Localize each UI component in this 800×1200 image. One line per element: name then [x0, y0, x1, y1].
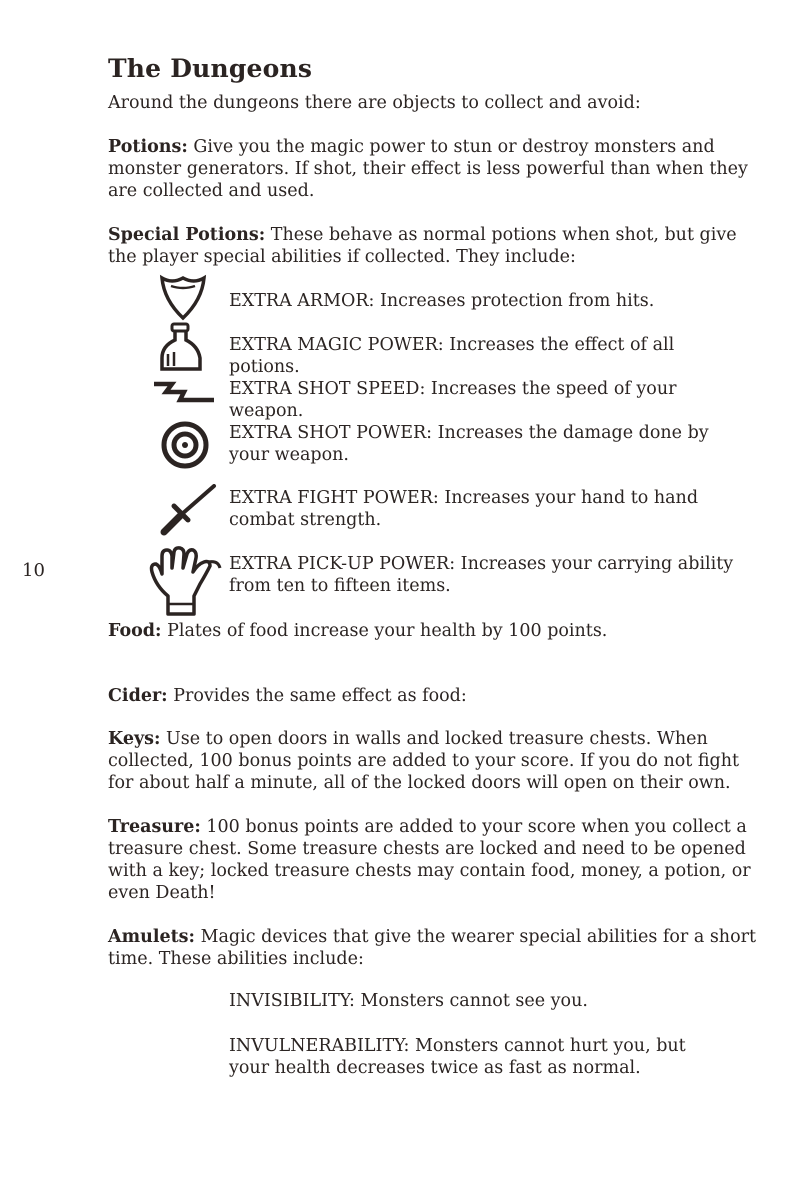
- target-icon: [160, 420, 210, 470]
- food-text: Plates of food increase your health by 100 points.: [161, 621, 608, 641]
- amulets-label: Amulets:: [108, 927, 195, 947]
- treasure-paragraph: [108, 816, 758, 904]
- lightning-icon: [152, 378, 218, 406]
- cider-paragraph: [108, 685, 758, 707]
- potions-paragraph: [108, 136, 758, 202]
- food-label: Food:: [108, 621, 162, 641]
- special-potions-paragraph: [108, 224, 758, 268]
- glove-icon: [148, 546, 224, 618]
- extra-magic-power-text: EXTRA MAGIC POWER: Increases the effect of all potions.: [229, 335, 675, 377]
- page-title: The Dungeons: [108, 54, 313, 83]
- keys-paragraph: [108, 728, 758, 794]
- page-number: 10: [22, 560, 45, 581]
- treasure-label: Treasure:: [108, 817, 201, 837]
- shield-icon: [158, 274, 208, 322]
- cider-text: Provides the same effect as food:: [167, 686, 467, 706]
- sword-icon: [158, 484, 218, 536]
- extra-shot-power-text: EXTRA SHOT POWER: Increases the damage done by your weapon.: [229, 423, 709, 465]
- invulnerability-text: INVULNERABILITY: Monsters cannot hurt you, but your health decreases twice as fast as normal.: [229, 1036, 686, 1078]
- special-potions-label: Special Potions:: [108, 225, 266, 245]
- potions-text: Give you the magic power to stun or destroy monsters and monster generators. If shot, their effect is less powerful than when they are collected and used.: [108, 137, 748, 201]
- food-paragraph: [108, 620, 758, 642]
- treasure-text: 100 bonus points are added to your score when you collect a treasure chest. Some treasure chests are locked and need to be opened with a key; locked treasure chests may contain food, money, a potion, or even Death!: [108, 817, 751, 903]
- amulets-text: Magic devices that give the wearer special abilities for a short time. These abilities include:: [108, 927, 757, 969]
- extra-shot-speed-text: EXTRA SHOT SPEED: Increases the speed of your weapon.: [229, 379, 677, 421]
- amulets-paragraph: [108, 926, 758, 970]
- extra-fight-power-text: EXTRA FIGHT POWER: Increases your hand to hand combat strength.: [229, 488, 699, 530]
- intro-text: Around the dungeons there are objects to collect and avoid:: [108, 93, 641, 113]
- invisibility-text: INVISIBILITY: Monsters cannot see you.: [229, 991, 588, 1011]
- potions-label: Potions:: [108, 137, 188, 157]
- extra-pick-up-power-text: EXTRA PICK-UP POWER: Increases your carrying ability from ten to fifteen items.: [229, 554, 734, 596]
- cider-label: Cider:: [108, 686, 168, 706]
- keys-label: Keys:: [108, 729, 161, 749]
- special-potions-text: These behave as normal potions when shot, but give the player special abilities if collected. They include:: [108, 225, 737, 267]
- keys-text: Use to open doors in walls and locked treasure chests. When collected, 100 bonus points are added to your score. If you do not fight for about half a minute, all of the locked doors will open on their own.: [108, 729, 740, 793]
- extra-armor-text: EXTRA ARMOR: Increases protection from hits.: [229, 291, 655, 311]
- potion-bottle-icon: [158, 322, 204, 372]
